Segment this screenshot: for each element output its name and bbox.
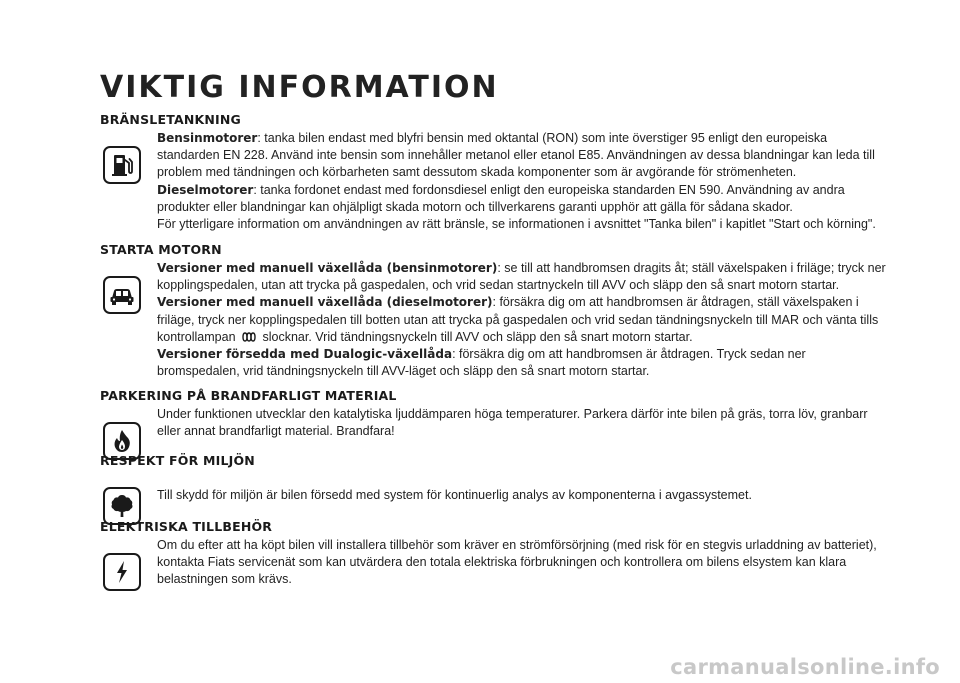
section-environment <box>100 453 890 504</box>
watermark: carmanualsonline.info <box>670 655 940 679</box>
section-heading-parking: PARKERING PÅ BRANDFARLIGT MATERIAL <box>100 388 397 403</box>
section-body-environment <box>100 471 890 504</box>
section-heading-electrical: ELEKTRISKA TILLBEHÖR <box>100 519 273 534</box>
petrol-label: Bensinmotorer <box>157 131 258 145</box>
section-start-engine <box>100 242 890 380</box>
parking-text: Under funktionen utvecklar den katalytiska ljuddämparen höga temperaturer. Parkera därför inte bilen på gräs, torra löv, granbarr eller annat brandfarligt material. Brandfara! <box>157 407 868 439</box>
fuel-pump-icon <box>103 146 141 184</box>
diesel-label: Dieselmotorer <box>157 182 254 197</box>
diesel-text: : tanka fordonet endast med fordonsdiesel enligt den europeiska standarden EN 590. Användning av andra produkter eller blandningar kan ohjälpligt skada motorn och tillverkarens garanti upphör att gälla för sådana skador. <box>157 182 845 214</box>
section-body-fuel <box>100 130 890 233</box>
fuel-text <box>157 130 890 233</box>
section-body-electrical <box>100 537 890 589</box>
section-heading-start: STARTA MOTORN <box>100 242 222 257</box>
lightning-icon <box>103 553 141 591</box>
fuel-more-info: För ytterligare information om användningen av rätt bränsle, se informationen i avsnittet "Tanka bilen" i kapitlet "Start och körning". <box>157 217 876 232</box>
manual-diesel-text-a: : försäkra dig om att handbromsen är åtdragen, ställ växelspaken i friläge, tryck ner kopplingspedalen till botten utan att trycka på gaspedalen och vrid sedan tändningsnyckeln till MAR och vänta tills kontrollampan <box>157 295 879 344</box>
environment-text: Till skydd för miljön är bilen försedd med system för kontinuerlig analys av komponenterna i avgassystemet. <box>157 488 752 502</box>
manual-diesel-label: Versioner med manuell växellåda (dieselmotorer) <box>157 295 493 310</box>
manual-diesel-text-b: slocknar. Vrid tändningsnyckeln till AVV och släpp den så snart motorn startar. <box>262 329 693 344</box>
section-body-parking <box>100 406 890 440</box>
start-text <box>157 260 890 380</box>
section-body-start <box>100 260 890 380</box>
section-parking <box>100 388 890 440</box>
glow-plug-icon <box>239 330 259 344</box>
section-heading-environment: RESPEKT FÖR MILJÖN <box>100 453 255 468</box>
manual-petrol-label: Versioner med manuell växellåda (bensinmotorer) <box>157 261 498 275</box>
section-heading-fuel: BRÄNSLETANKNING <box>100 112 242 127</box>
car-icon <box>103 276 141 314</box>
electrical-text: Om du efter att ha köpt bilen vill installera tillbehör som kräver en strömförsörjning (med risk för en stegvis urladdning av batteriet), kontakta Fiats servicenät som kan utvärdera den totala elektriska förbrukningen och kontrollera om bilens elsystem kan klara belastningen som krävs. <box>157 538 877 587</box>
section-fuel <box>100 112 890 233</box>
manual-petrol-text: : se till att handbromsen dragits åt; ställ växelspaken i friläge; tryck ner kopplingspedalen, utan att trycka på gaspedalen, och vrid sedan startnyckeln till AVV och släpp den så snart motorn startar. <box>157 261 886 293</box>
dualogic-text: : försäkra dig om att handbromsen är åtdragen. Tryck sedan ner bromspedalen, vrid tändningsnyckeln till AVV-läget och släpp den så snart motorn startar. <box>157 347 806 379</box>
dualogic-label: Versioner försedda med Dualogic-växellåda <box>157 347 453 362</box>
section-electrical <box>100 519 890 589</box>
petrol-text: : tanka bilen endast med blyfri bensin med oktantal (RON) som inte överstiger 95 enligt den europeiska standarden EN 228. Använd inte bensin som innehåller metanol eller etanol E85. Användningen av dessa blandningar kan leda till problem med tändningen och körbarheten samt dessutom skada komponenter som är avgörande för strömenheten. <box>157 131 875 180</box>
page-title: VIKTIG INFORMATION <box>100 70 499 105</box>
